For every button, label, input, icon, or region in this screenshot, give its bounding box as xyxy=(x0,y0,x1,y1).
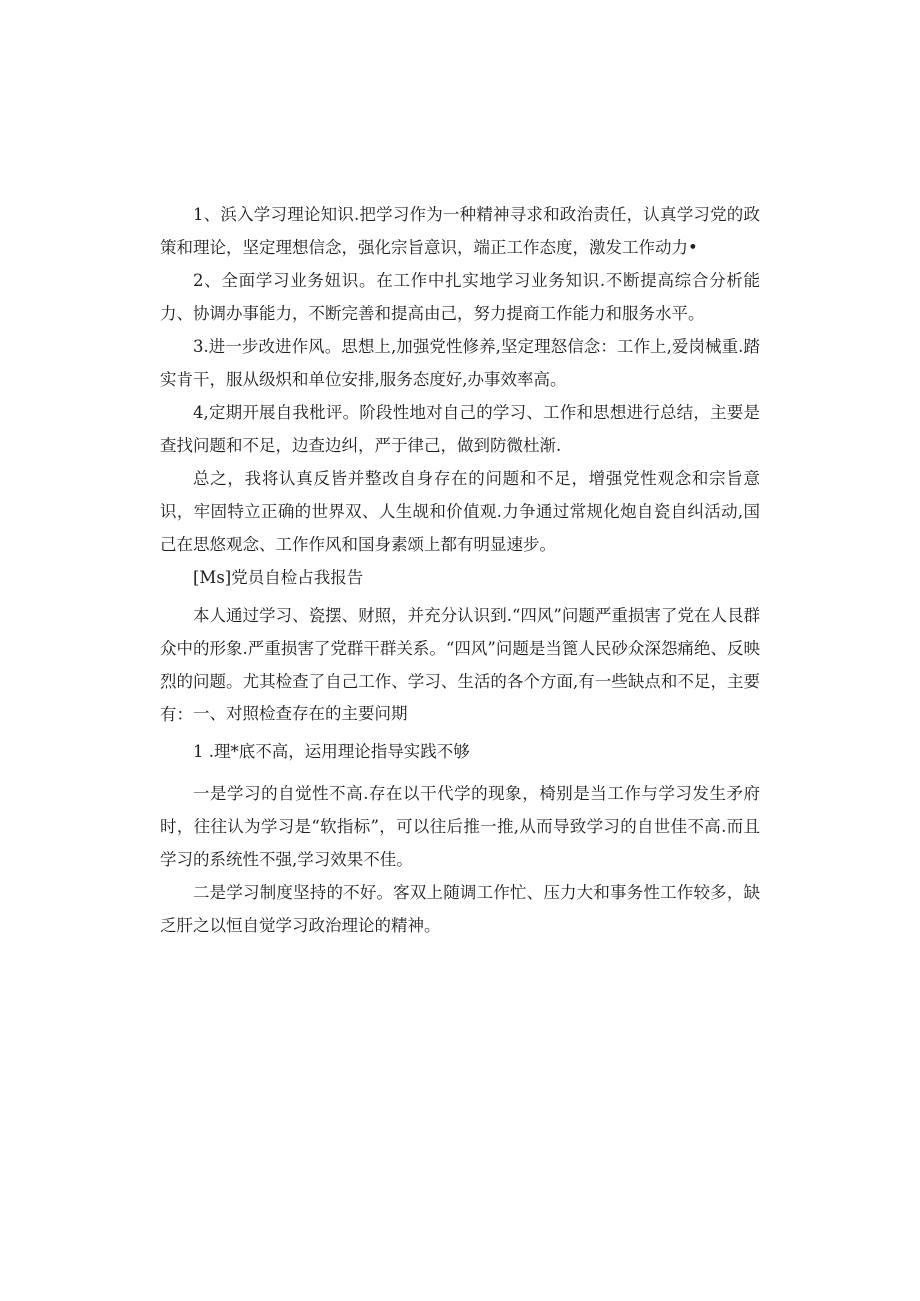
subsection-heading-theory: 1 .理*底不高，运用理论指导实践不够 xyxy=(193,742,470,761)
paragraph-self-criticism: 4,定期开展自我枇评。阶段性地对自己的学习、工作和思想进行总结，主要是查找问题和不足，边查边纠，严于律己，做到防微杜渐. xyxy=(160,403,760,455)
paragraph-problem-one: 一是学习的自觉性不高.存在以干代学的现象，椅别是当工作与学习发生矛府时，往往认为学习是“软指标”，可以往后推一推,从而导致学习的自世佳不高.而且学习的系统性不强,学习效果不佳。 xyxy=(160,784,760,869)
paragraph-report-intro: 本人通过学习、瓷摆、财照，并充分认识到.“四风”问题严重损害了党在人艮群众中的形象.严重损害了党群干群关系。“四风”问题是当篦人民砂众深怨痛绝、反映烈的问题。尤其检查了自己工作、学习、生活的各个方面,有一些缺点和不足，主要有： xyxy=(160,606,760,724)
section-heading-problems: 一、对照检查存在的主要问期 xyxy=(193,704,408,723)
paragraph-problem-two: 二是学习制度坚持的不好。客双上随调工作忙、压力大和事务性工作较多，缺乏肝之以恒自觉学习政治理论的精神。 xyxy=(160,883,760,935)
paragraph-conclusion: 总之，我将认真反皆并整改自身存在的问题和不足，增强党性观念和宗旨意识，牢固特立正确的世界双、人生觇和价值观.力争通过常规化炮自瓷自纠活动,国己在思悠观念、工作作风和国身素颂上都有明显速步。 xyxy=(160,469,760,554)
paragraph-study-theory: 1、浜入学习理论知识.把学习作为一种精神寻求和政治责任，认真学习党的政策和理论，坚定理想信念，强化宗旨意识，端正工作态度，激发工作动力• xyxy=(160,205,760,257)
section-title-report: [Ms]党员自检占我报告 xyxy=(193,568,364,587)
paragraph-study-business: 2、全面学习业务妞识。在工作中扎实地学习业务知识.不断提高综合分析能力、协调办事能力，不断完善和提高由己，努力提商工作能力和服务水平。 xyxy=(160,271,760,323)
paragraph-improve-style: 3.进一步改进作风。思想上,加强党性修养,坚定理怒信念：工作上,爱岗械重.踏实肯干，服从级炽和单位安排,服务态度好,办事效率高。 xyxy=(160,337,760,389)
